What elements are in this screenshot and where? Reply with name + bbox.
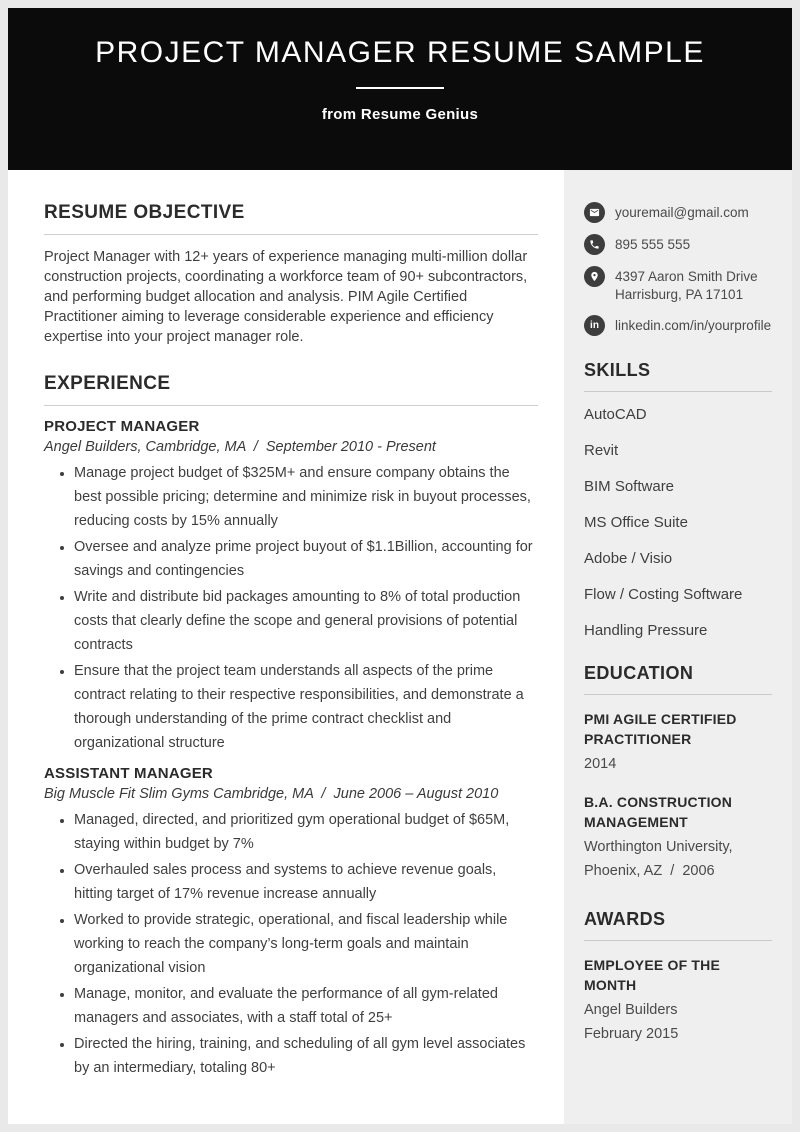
job-title: PROJECT MANAGER: [44, 418, 200, 435]
education-entry-title: B.A. CONSTRUCTION MANAGEMENT: [584, 794, 733, 830]
resume-objective-text: Project Manager with 12+ years of experience managing multi-million dollar construction projects, coordinating a workforce team of 90+ subcontractors, and performing budget allocation and analysis. PIM Agile Certified Practitioner aiming to leverage considerable experience and efficiency expertise into your project manager role.: [44, 249, 528, 345]
contact-block: [584, 202, 772, 336]
job-title: ASSISTANT MANAGER: [44, 765, 213, 782]
header-banner: [8, 8, 792, 170]
contact-address: [584, 266, 772, 304]
bullet-item: • Oversee and analyze prime project buyout of $1.1Billion, accounting for savings and contingencies: [74, 535, 538, 583]
contact-email-text: youremail@gmail.com: [615, 205, 749, 220]
experience-job-1: [44, 418, 538, 755]
award-entry-line: February 2015: [584, 1026, 679, 1042]
bullet-item: • Worked to provide strategic, operational, and fiscal leadership while working to reach the company’s long-term goals and maintain organizational vision: [74, 908, 538, 980]
job-bullet-list: [44, 461, 538, 755]
skill-item: Adobe / Visio: [584, 550, 673, 567]
award-entry-1: [584, 955, 772, 1046]
contact-linkedin: [584, 315, 772, 336]
bullet-item: • Ensure that the project team understands all aspects of the prime contract relating to their respective responsibilities, and demonstrate a thorough understanding of the prime contract checklist and organizational structure: [74, 659, 538, 755]
contact-address-line1: 4397 Aaron Smith Drive: [615, 269, 758, 284]
page-title: PROJECT MANAGER RESUME SAMPLE: [95, 36, 705, 69]
bullet-item: • Directed the hiring, training, and scheduling of all gym level associates by an intermediary, totaling 80+: [74, 1032, 538, 1080]
job-bullet-list: [44, 808, 538, 1080]
skill-item: AutoCAD: [584, 406, 647, 423]
education-entry-2: [584, 792, 772, 883]
contact-address-line2: Harrisburg, PA 17101: [615, 287, 744, 302]
job-meta: Angel Builders, Cambridge, MA / September 2010 - Present: [44, 439, 436, 455]
email-icon: [584, 202, 605, 223]
title-divider: [356, 87, 444, 89]
education-entry-line: 2014: [584, 756, 617, 772]
main-column: [8, 170, 564, 1124]
skill-item: Revit: [584, 442, 619, 459]
resume-body: [8, 170, 792, 1124]
job-meta: Big Muscle Fit Slim Gyms Cambridge, MA / June 2006 – August 2010: [44, 786, 499, 802]
education-entry-1: [584, 709, 772, 776]
phone-icon: [584, 234, 605, 255]
awards-heading: AWARDS: [584, 909, 772, 941]
contact-email: [584, 202, 772, 223]
experience-job-2: [44, 765, 538, 1080]
resume-objective-heading: RESUME OBJECTIVE: [44, 202, 538, 235]
contact-address-text: [615, 266, 758, 304]
experience-heading: EXPERIENCE: [44, 373, 538, 406]
bullet-item: • Overhauled sales process and systems to achieve revenue goals, hitting target of 17% revenue increase annually: [74, 858, 538, 906]
education-entry-title: PMI AGILE CERTIFIED PRACTITIONER: [584, 711, 737, 747]
skills-list: [584, 406, 772, 639]
skill-item: Flow / Costing Software: [584, 586, 743, 603]
bullet-item: • Manage project budget of $325M+ and ensure company obtains the best possible pricing; determine and minimize risk in buyout processes, reducing costs by 15% annually: [74, 461, 538, 533]
contact-phone-text: 895 555 555: [615, 237, 691, 252]
awards-block: [584, 909, 772, 1046]
education-entry-line: Worthington University,: [584, 839, 733, 855]
bullet-item: • Manage, monitor, and evaluate the performance of all gym-related managers and associates, with a staff total of 25+: [74, 982, 538, 1030]
award-entry-line: Angel Builders: [584, 1002, 678, 1018]
education-block: [584, 663, 772, 883]
skill-item: BIM Software: [584, 478, 675, 495]
education-heading: EDUCATION: [584, 663, 772, 695]
linkedin-icon: in: [584, 315, 605, 336]
sidebar-column: [564, 170, 792, 1124]
bullet-item: • Write and distribute bid packages amounting to 8% of total production costs that clearly define the scope and general provisions of potential contracts: [74, 585, 538, 657]
contact-linkedin-text: linkedin.com/in/yourprofile: [615, 318, 772, 333]
location-pin-icon: [584, 266, 605, 287]
bullet-item: • Managed, directed, and prioritized gym operational budget of $65M, staying within budget by 7%: [74, 808, 538, 856]
page-subtitle: from Resume Genius: [321, 106, 479, 123]
skill-item: Handling Pressure: [584, 622, 708, 639]
education-entry-line: Phoenix, AZ / 2006: [584, 863, 715, 879]
award-entry-title: EMPLOYEE OF THE MONTH: [584, 957, 721, 993]
skills-heading: SKILLS: [584, 360, 772, 392]
contact-phone: [584, 234, 772, 255]
skill-item: MS Office Suite: [584, 514, 688, 531]
